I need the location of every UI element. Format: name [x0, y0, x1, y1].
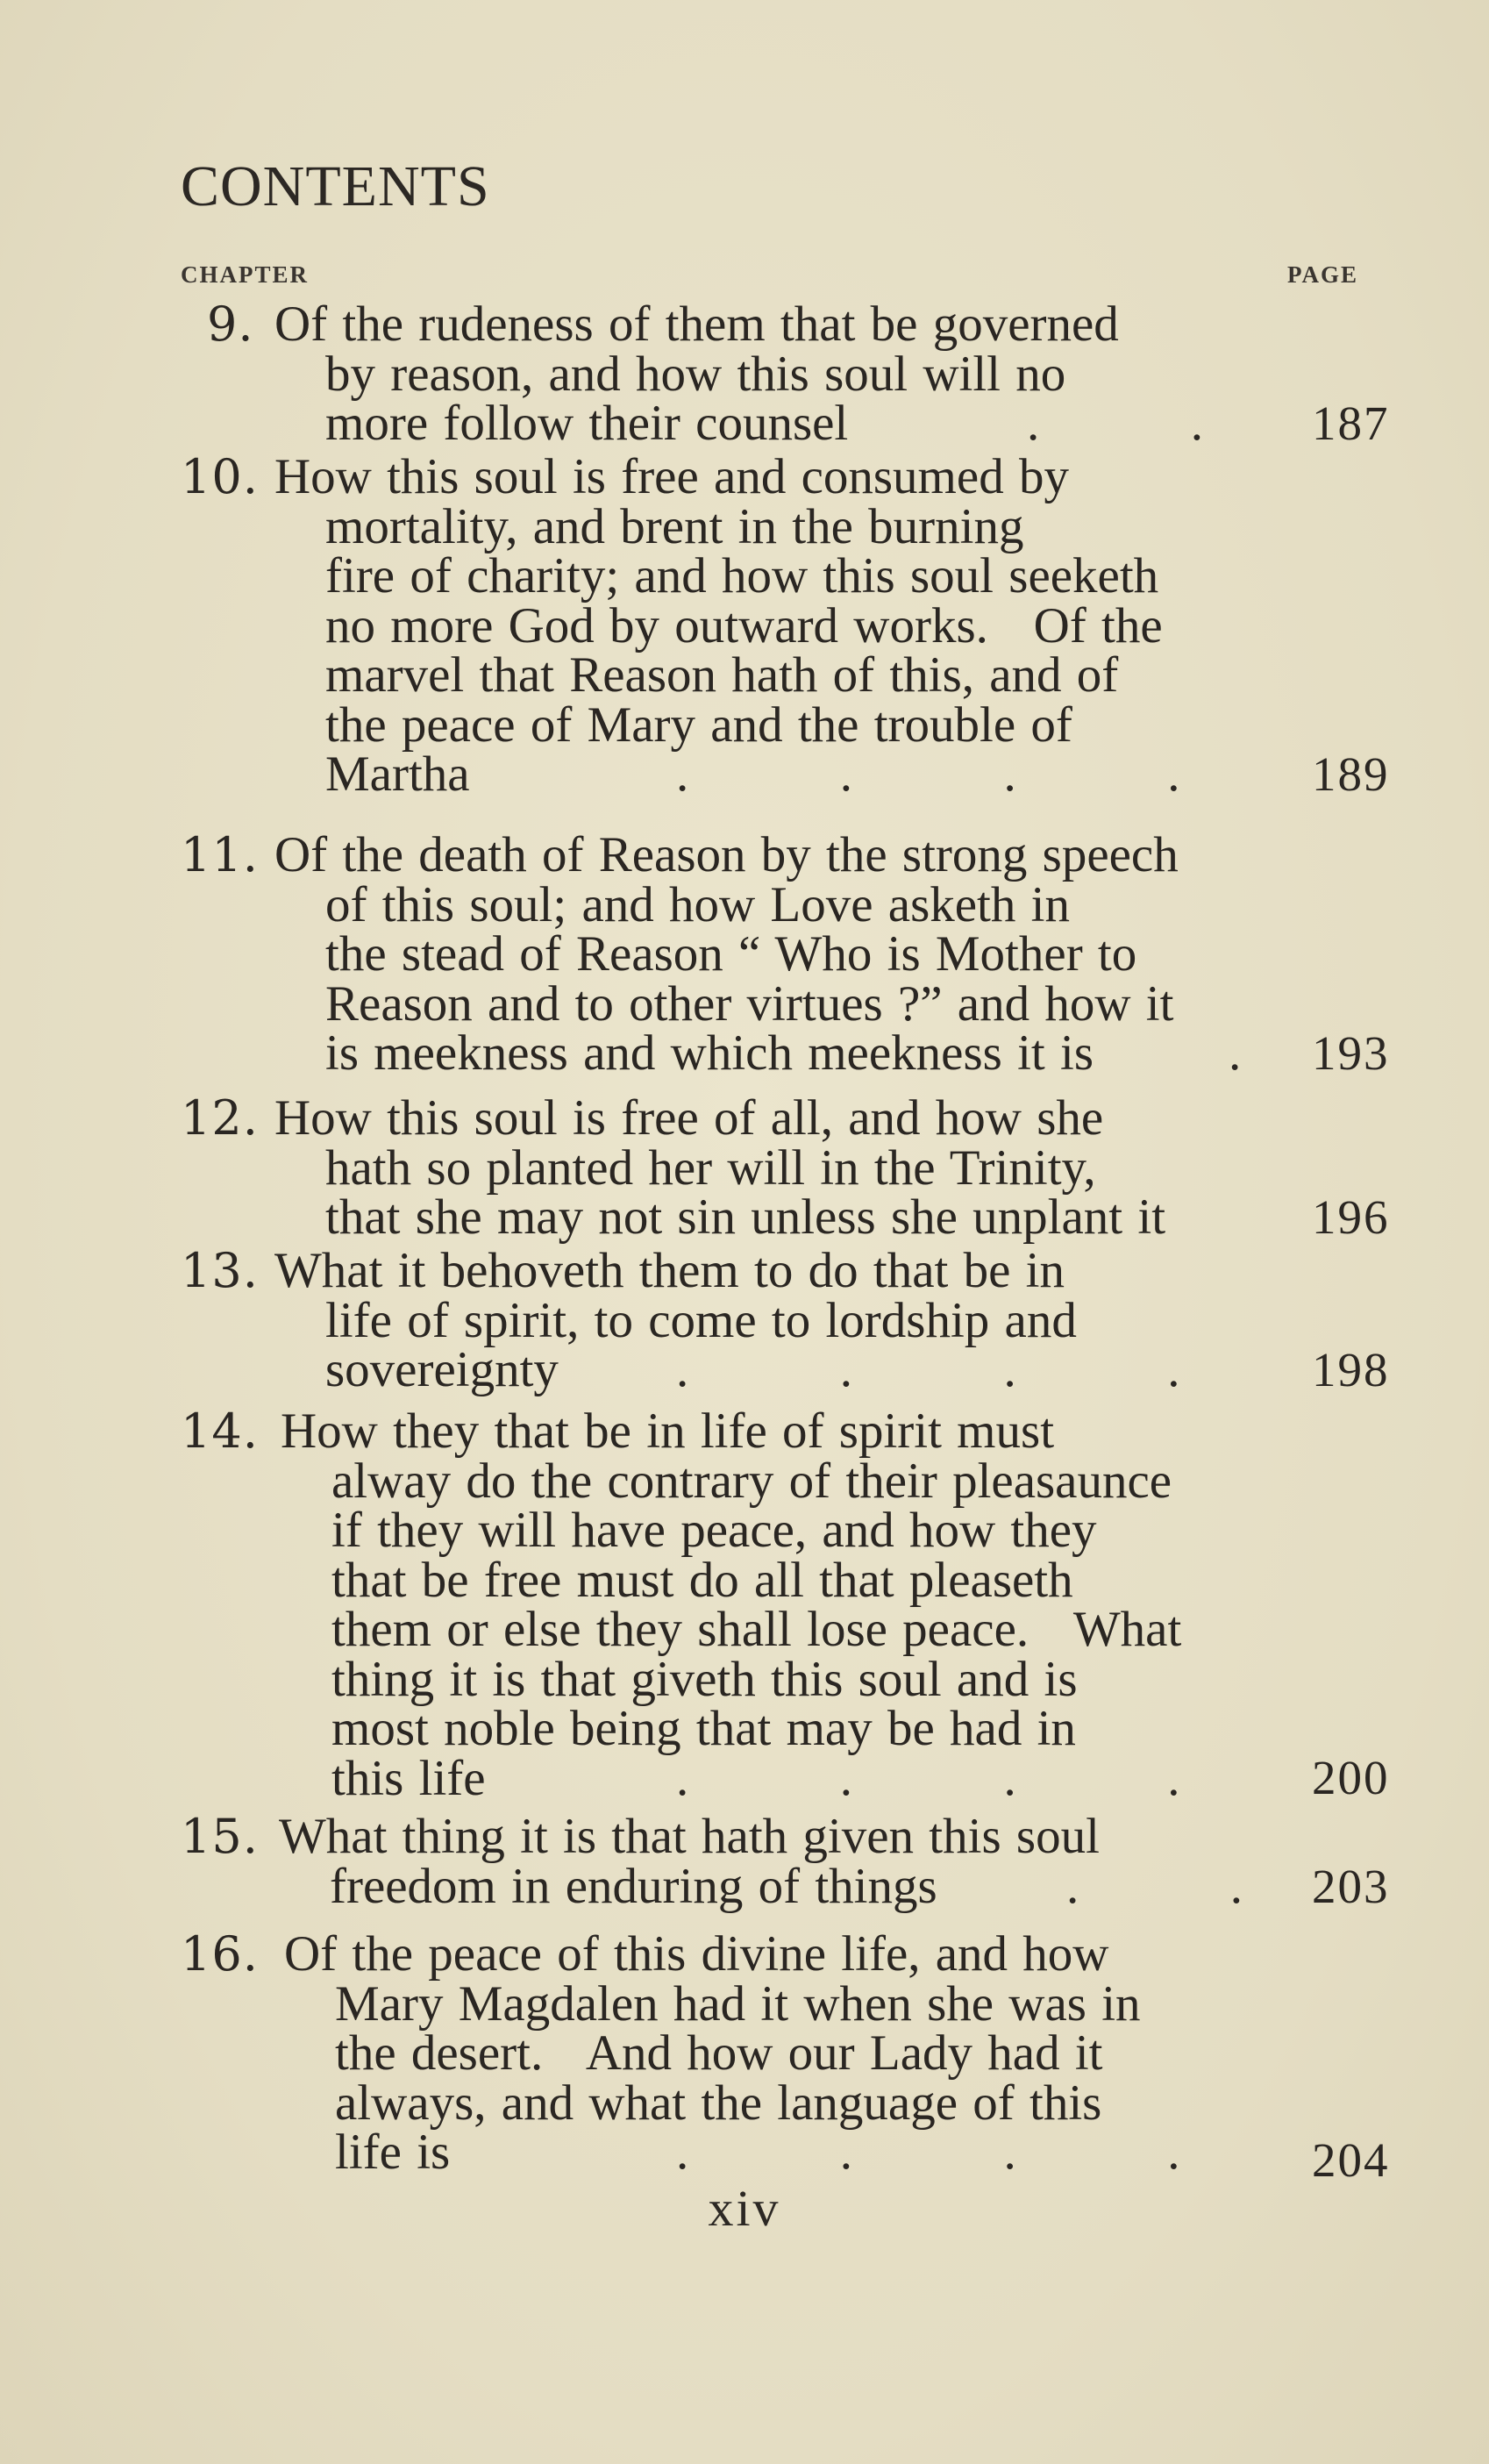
page-number: 198 — [1312, 1343, 1390, 1396]
page-number: 204 — [1312, 2133, 1390, 2187]
title-line: Reason and to other virtues ?” and how it — [325, 975, 1174, 1032]
page-number: 187 — [1312, 396, 1390, 450]
title-line: thing it is that giveth this soul and is — [331, 1651, 1078, 1707]
title-line-with-leader — [325, 1342, 1432, 1397]
title-line: What it behoveth them to do that be in — [274, 1243, 1065, 1298]
title-line: the desert. And how our Lady had it — [335, 2025, 1103, 2081]
title-line: How they that be in life of spirit must — [281, 1403, 1055, 1459]
title-line: most noble being that may be had in — [331, 1701, 1076, 1756]
title-line: alway do the contrary of their pleasaunce — [331, 1453, 1172, 1509]
chapter-title — [274, 296, 1432, 451]
title-line: no more God by outward works. Of the — [325, 597, 1163, 653]
title-line: of this soul; and how Love asketh in — [325, 876, 1070, 932]
chapter-title — [281, 1403, 1438, 1806]
dot-leader: . . — [1027, 396, 1203, 451]
page-number: 189 — [1312, 747, 1390, 801]
title-line: Of the death of Reason by the strong speech — [274, 827, 1179, 882]
title-line-text: Martha — [325, 746, 470, 802]
title-line: marvel that Reason hath of this, and of — [325, 647, 1119, 703]
dot-leader: . . . . — [676, 2125, 1180, 2180]
chapter-column-label: CHAPTER — [181, 261, 310, 288]
title-line: What thing it is that hath given this soul — [279, 1809, 1100, 1864]
chapter-number: 10. — [181, 449, 259, 504]
title-line-with-leader — [325, 396, 1432, 451]
page-column-label: PAGE — [1287, 261, 1358, 288]
title-line-with-leader — [335, 2125, 1442, 2180]
title-line: them or else they shall lose peace. What — [331, 1602, 1182, 1657]
chapter-title — [284, 1926, 1442, 2180]
chapter-title — [274, 1243, 1432, 1397]
title-line: mortality, and brent in the burning — [325, 498, 1024, 554]
title-line-text: more follow their counsel — [325, 396, 849, 451]
title-line-text: is meekness and which meekness it is — [325, 1025, 1094, 1081]
chapter-number: 14. — [181, 1403, 259, 1459]
title-line-text: this life — [331, 1750, 486, 1806]
title-line: hath so planted her will in the Trinity, — [325, 1139, 1096, 1196]
dot-leader: . . . . — [676, 1342, 1180, 1397]
chapter-title — [274, 449, 1432, 802]
title-line: Of the rudeness of them that be governed — [274, 296, 1119, 352]
chapter-number: 13. — [181, 1243, 259, 1298]
page-number: 196 — [1312, 1190, 1390, 1244]
title-line: fire of charity; and how this soul seeketh — [325, 548, 1159, 604]
chapter-title — [274, 1090, 1432, 1245]
dot-leader: . . . . — [676, 746, 1180, 802]
title-line: the stead of Reason “ Who is Mother to — [325, 926, 1137, 982]
page-heading: CONTENTS — [181, 154, 490, 218]
title-line-with-leader — [331, 1750, 1438, 1806]
page-number: 200 — [1312, 1751, 1390, 1804]
chapter-title — [274, 827, 1432, 1081]
title-line: Mary Magdalen had it when she was in — [335, 1975, 1141, 2032]
dot-leader: . . . . — [676, 1750, 1180, 1806]
title-line-with-leader — [330, 1858, 1436, 1914]
page-number: 193 — [1312, 1026, 1390, 1080]
title-line: by reason, and how this soul will no — [325, 346, 1066, 402]
chapter-number: 16. — [181, 1926, 259, 1982]
title-line-text: sovereignty — [325, 1342, 559, 1397]
title-line-text: life is — [335, 2125, 451, 2180]
title-line: always, and what the language of this — [335, 2075, 1102, 2131]
title-line: How this soul is free and consumed by — [274, 449, 1069, 504]
title-line-with-leader — [325, 746, 1432, 802]
chapter-number: 15. — [181, 1809, 259, 1864]
title-line: life of spirit, to come to lordship and — [325, 1292, 1077, 1348]
title-line: if they will have peace, and how they — [331, 1503, 1097, 1558]
dot-leader: . . — [1066, 1858, 1243, 1914]
chapter-number: 12. — [181, 1090, 259, 1146]
chapter-number: 9. — [207, 296, 254, 352]
title-line: that be free must do all that pleaseth — [331, 1552, 1073, 1608]
dot-leader: . — [1229, 1025, 1242, 1081]
title-line-with-leader — [325, 1025, 1432, 1081]
chapter-number: 11. — [181, 827, 259, 882]
title-line: that she may not sin unless she unplant it — [325, 1189, 1166, 1245]
title-line: the peace of Mary and the trouble of — [325, 696, 1072, 753]
page-folio: xiv — [708, 2180, 781, 2237]
title-line: Of the peace of this divine life, and how — [284, 1926, 1109, 1982]
page-number: 203 — [1312, 1860, 1390, 1913]
title-line-text: freedom in enduring of things — [330, 1858, 937, 1914]
title-line: How this soul is free of all, and how she — [274, 1090, 1104, 1146]
chapter-title — [279, 1809, 1436, 1914]
